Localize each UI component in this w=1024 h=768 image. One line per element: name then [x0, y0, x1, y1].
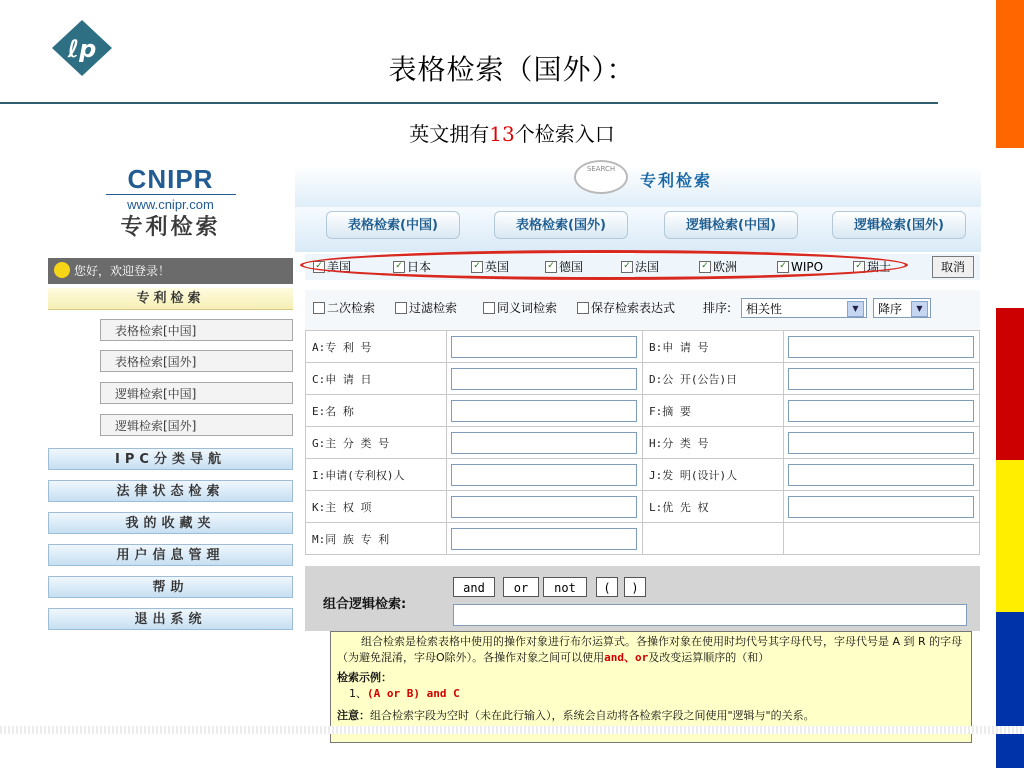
example-title: 检索示例：: [337, 671, 392, 684]
option-secondary-search[interactable]: [313, 290, 375, 326]
empty-cell: [783, 523, 979, 555]
main-header-title: 专利检索: [640, 171, 713, 190]
decor-bar-blue: [996, 612, 1024, 768]
table-row: [306, 491, 980, 523]
tab-logic-search-cn[interactable]: 逻辑检索(中国): [664, 211, 798, 239]
title-divider: [0, 102, 938, 104]
field-cell: [783, 331, 979, 363]
help-text: 及改变运算顺序的（和）: [648, 651, 770, 664]
decor-bar-red: [996, 308, 1024, 460]
brand-underline: [106, 194, 236, 195]
highlight-oval: [300, 250, 908, 280]
table-row: [306, 395, 980, 427]
welcome-bar: [48, 258, 293, 284]
field-label: A:专 利 号: [306, 331, 447, 363]
field-label: K:主 权 项: [306, 491, 447, 523]
cnipr-logo: [48, 165, 293, 253]
field-cell: [447, 331, 643, 363]
combo-search-input[interactable]: [453, 604, 967, 626]
operator-open-paren-button[interactable]: (: [596, 577, 618, 597]
sort-select[interactable]: [741, 298, 867, 318]
nav-logout[interactable]: 退出系统: [48, 608, 293, 630]
main-claim-input[interactable]: [451, 496, 637, 518]
section-header-patent-search[interactable]: 专利检索: [48, 288, 293, 310]
operator-and-button[interactable]: and: [453, 577, 495, 597]
subtitle-text-before: 英文拥有: [409, 122, 490, 146]
search-badge-icon: SEARCH: [574, 160, 628, 194]
example-number: 1、: [349, 687, 367, 700]
field-cell: [783, 491, 979, 523]
combo-search-label: 组合逻辑检索:: [323, 597, 407, 612]
field-cell: [447, 363, 643, 395]
checkbox-icon[interactable]: [483, 302, 495, 314]
slide-subtitle: [0, 118, 1024, 147]
table-row: [306, 363, 980, 395]
field-cell: [783, 395, 979, 427]
field-cell: [447, 491, 643, 523]
checkbox-checked-icon[interactable]: ✓: [393, 261, 405, 273]
subtitle-text-after: 个检索入口: [514, 122, 615, 146]
tab-logic-search-foreign[interactable]: 逻辑检索(国外): [832, 211, 966, 239]
checkbox-checked-icon[interactable]: ✓: [777, 261, 789, 273]
field-label: B:申 请 号: [642, 331, 783, 363]
main-header-band: [295, 165, 981, 207]
application-number-input[interactable]: [788, 336, 974, 358]
checkbox-icon[interactable]: [313, 302, 325, 314]
country-label: 德国: [559, 260, 584, 274]
country-label: 瑞士: [867, 260, 892, 274]
field-cell: [447, 427, 643, 459]
tab-table-search-cn[interactable]: 表格检索(中国): [326, 211, 460, 239]
svg-text:ℓp: ℓp: [67, 35, 97, 63]
field-cell: [447, 395, 643, 427]
checkbox-checked-icon[interactable]: ✓: [853, 261, 865, 273]
footer-band: [0, 726, 1024, 734]
help-example: [337, 686, 965, 702]
field-label: F:摘 要: [642, 395, 783, 427]
country-label: 法国: [635, 260, 660, 274]
field-label: E:名 称: [306, 395, 447, 427]
help-note: [337, 708, 965, 724]
country-label: 英国: [485, 260, 510, 274]
operator-or-button[interactable]: or: [503, 577, 539, 597]
checkbox-checked-icon[interactable]: ✓: [313, 261, 325, 273]
example-expression: (A or B) and C: [367, 687, 460, 700]
brand-name: CNIPR: [127, 164, 214, 194]
decor-bar-yellow: [996, 460, 1024, 612]
option-synonym-search[interactable]: [483, 290, 557, 326]
table-row: [306, 523, 980, 555]
field-label: M:同 族 专 利: [306, 523, 447, 555]
field-cell: [447, 459, 643, 491]
applicant-input[interactable]: [451, 464, 637, 486]
checkbox-icon[interactable]: [395, 302, 407, 314]
help-example-title: [337, 670, 965, 686]
nav-ipc[interactable]: IPC分类导航: [48, 448, 293, 470]
operator-close-paren-button[interactable]: ): [624, 577, 646, 597]
option-label: 保存检索表达式: [591, 301, 676, 315]
help-text: 组合检索是检索表格中使用的操作对象进行布尔运算式。各操作对象在使用时均代号其字母代号，字母代号是 A 到 R 的字母（为避免混淆，字母O除外）。各操作对象之间可以使用: [337, 635, 963, 664]
sort-label: 排序:: [703, 301, 732, 315]
slide-title: 表格检索（国外）：: [388, 53, 636, 86]
decor-bar-orange: [996, 0, 1024, 148]
table-row: [306, 459, 980, 491]
note-text: 组合检索字段为空时（未在此行输入），系统会自动将各检索字段之间使用"逻辑与"的关系。: [370, 709, 815, 722]
order-select[interactable]: [873, 298, 931, 318]
field-label: I:申请(专利权)人: [306, 459, 447, 491]
field-label: C:申 请 日: [306, 363, 447, 395]
application-date-input[interactable]: [451, 368, 637, 390]
option-label: 二次检索: [327, 301, 376, 315]
option-label: 同义词检索: [497, 301, 558, 315]
operator-not-button[interactable]: not: [543, 577, 587, 597]
option-save-expression[interactable]: [577, 290, 675, 326]
sort-value: 相关性: [746, 302, 783, 316]
title-input[interactable]: [451, 400, 637, 422]
field-cell: [783, 427, 979, 459]
welcome-text: 您好，欢迎登录！: [74, 264, 171, 278]
abstract-input[interactable]: [788, 400, 974, 422]
note-title: 注意：: [337, 709, 370, 722]
publication-date-input[interactable]: [788, 368, 974, 390]
chevron-down-icon: ▼: [911, 301, 928, 317]
tab-table-search-foreign[interactable]: 表格检索(国外): [494, 211, 628, 239]
sidebar-item-logic-search-foreign[interactable]: 逻辑检索[国外]: [100, 414, 293, 436]
field-label: G:主 分 类 号: [306, 427, 447, 459]
search-options-row: [305, 290, 980, 330]
country-label: 美国: [327, 260, 352, 274]
sidebar-item-table-search-foreign[interactable]: 表格检索[国外]: [100, 350, 293, 372]
main-class-input[interactable]: [451, 432, 637, 454]
nav-help[interactable]: 帮助: [48, 576, 293, 598]
option-filter-search[interactable]: [395, 290, 457, 326]
field-cell: [783, 459, 979, 491]
empty-cell: [642, 523, 783, 555]
sidebar-item-logic-search-cn[interactable]: 逻辑检索[中国]: [100, 382, 293, 404]
smiley-icon: [54, 262, 70, 278]
patent-number-input[interactable]: [451, 336, 637, 358]
cancel-button[interactable]: 取消: [932, 256, 974, 278]
chevron-down-icon: ▼: [847, 301, 864, 317]
help-operators: and、or: [604, 651, 649, 664]
checkbox-checked-icon[interactable]: ✓: [621, 261, 633, 273]
table-row: [306, 427, 980, 459]
family-patent-input[interactable]: [451, 528, 637, 550]
priority-input[interactable]: [788, 496, 974, 518]
field-label: D:公 开(公告)日: [642, 363, 783, 395]
sidebar-item-table-search-cn[interactable]: 表格检索[中国]: [100, 319, 293, 341]
table-row: [306, 331, 980, 363]
order-value: 降序: [878, 302, 903, 316]
nav-favorites[interactable]: 我的收藏夹: [48, 512, 293, 534]
nav-legal-status[interactable]: 法律状态检索: [48, 480, 293, 502]
checkbox-checked-icon[interactable]: ✓: [699, 261, 711, 273]
help-paragraph: [337, 634, 965, 666]
country-label: WIPO: [791, 260, 824, 274]
field-label: L:优 先 权: [642, 491, 783, 523]
option-label: 过滤检索: [409, 301, 458, 315]
country-label: 欧洲: [713, 260, 738, 274]
field-label: H:分 类 号: [642, 427, 783, 459]
inventor-input[interactable]: [788, 464, 974, 486]
field-label: J:发 明(设计)人: [642, 459, 783, 491]
field-cell: [447, 523, 643, 555]
field-cell: [783, 363, 979, 395]
brand-url: www.cnipr.com: [127, 197, 214, 212]
nav-user-info[interactable]: 用户信息管理: [48, 544, 293, 566]
subtitle-number: 13: [489, 122, 515, 146]
checkbox-icon[interactable]: [577, 302, 589, 314]
checkbox-checked-icon[interactable]: ✓: [545, 261, 557, 273]
checkbox-checked-icon[interactable]: ✓: [471, 261, 483, 273]
classification-input[interactable]: [788, 432, 974, 454]
search-form-table: [305, 330, 980, 555]
country-label: 日本: [407, 260, 432, 274]
product-name: 专利检索: [120, 214, 221, 240]
